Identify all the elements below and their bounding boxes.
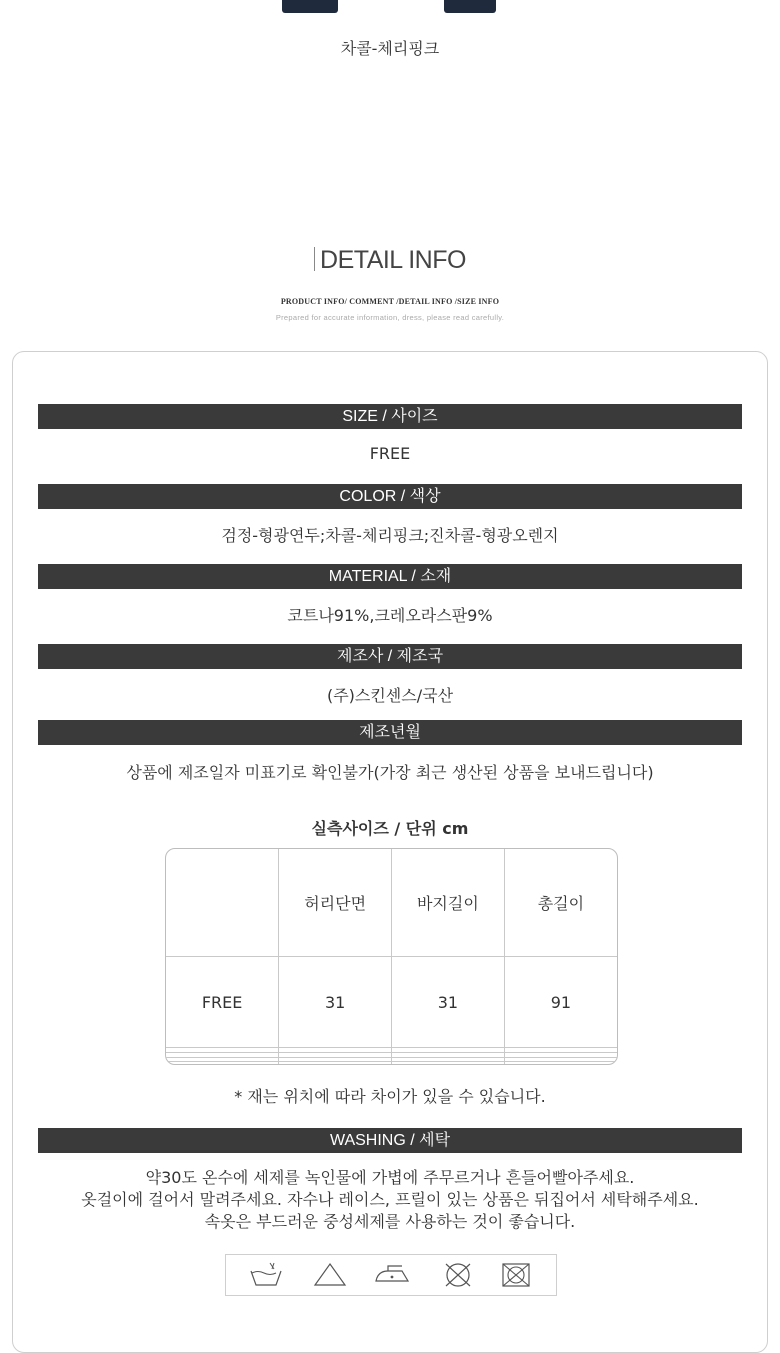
maker-section-bar: 제조사 / 제조국 — [38, 644, 742, 669]
size-value: FREE — [369, 444, 411, 463]
detail-info-note: Prepared for accurate information, dress, please read carefully. — [275, 313, 505, 322]
date-section-bar: 제조년월 — [38, 720, 742, 745]
washing-line: 옷걸이에 걸어서 말려주세요. 자수나 레이스, 프릴이 있는 상품은 뒤집어서 세탁해주세요. — [81, 1190, 699, 1209]
washing-instructions — [0, 1167, 780, 1233]
title-divider — [314, 247, 315, 271]
size-table — [165, 848, 618, 1065]
size-table-header-cell — [166, 849, 279, 957]
detail-info-links: PRODUCT INFO/ COMMENT /DETAIL INFO /SIZE INFO — [280, 297, 500, 306]
size-table-cell: 31 — [392, 957, 505, 1048]
iron-icon — [372, 1261, 412, 1287]
pants-leg-right — [444, 0, 496, 13]
maker-value: (주)스킨센스/국산 — [326, 686, 454, 705]
washing-line: 약30도 온수에 세제를 녹인물에 가볍에 주무르거나 흔들어빨아주세요. — [145, 1168, 635, 1187]
size-table-header-cell: 허리단면 — [279, 849, 392, 957]
material-value: 코트나91%,크레오라스판9% — [287, 606, 493, 625]
pants-leg-left — [282, 0, 338, 13]
size-table-cell: 91 — [504, 957, 617, 1048]
table-row — [166, 1062, 617, 1064]
color-section-bar: COLOR / 색상 — [38, 484, 742, 509]
detail-info-title — [0, 246, 780, 275]
size-table-heading: 실측사이즈 / 단위 cm — [311, 819, 469, 838]
size-table-header-cell: 바지길이 — [392, 849, 505, 957]
size-table-cell — [392, 1062, 505, 1064]
product-color-caption: 차콜-체리핑크 — [340, 39, 440, 58]
size-table-cell: FREE — [166, 957, 279, 1048]
size-table-cell — [279, 1062, 392, 1064]
size-section-bar: SIZE / 사이즈 — [38, 404, 742, 429]
no-tumble-dry-icon — [498, 1261, 534, 1289]
care-symbols-box — [225, 1254, 557, 1296]
size-measure-note: * 재는 위치에 따라 차이가 있을 수 있습니다. — [234, 1087, 546, 1106]
washing-section-bar: WASHING / 세탁 — [38, 1128, 742, 1153]
size-table-cell: 31 — [279, 957, 392, 1048]
size-table-header-row — [166, 849, 617, 957]
table-row — [166, 957, 617, 1048]
material-section-bar: MATERIAL / 소재 — [38, 564, 742, 589]
no-dryclean-icon — [440, 1261, 476, 1289]
size-table-cell — [166, 1062, 279, 1064]
hand-wash-icon — [248, 1261, 284, 1287]
detail-info-title-text: DETAIL INFO — [320, 246, 466, 274]
washing-line: 속옷은 부드러운 중성세제를 사용하는 것이 좋습니다. — [204, 1212, 576, 1231]
bleach-triangle-icon — [312, 1261, 348, 1287]
product-image-bottom — [0, 0, 780, 20]
color-value: 검정-형광연두;차콜-체리핑크;진차콜-형광오렌지 — [221, 526, 559, 545]
size-table-header-cell: 총길이 — [504, 849, 617, 957]
size-table-cell — [504, 1062, 617, 1064]
date-value: 상품에 제조일자 미표기로 확인불가(가장 최근 생산된 상품을 보내드립니다) — [126, 763, 654, 782]
